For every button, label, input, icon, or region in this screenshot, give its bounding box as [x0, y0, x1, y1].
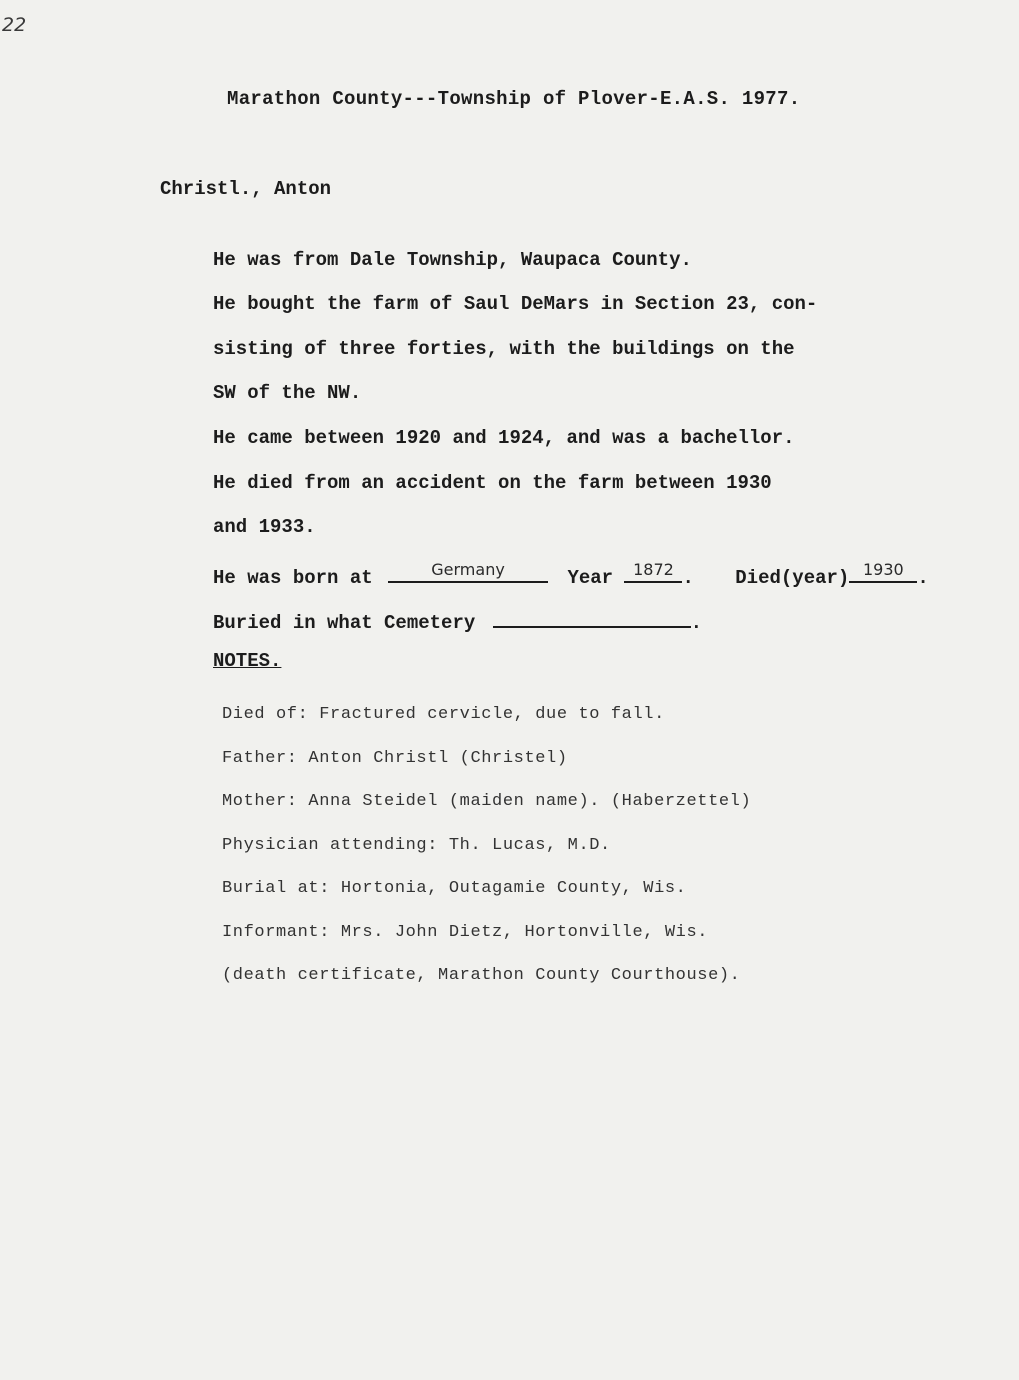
note-line: (death certificate, Marathon County Courthouse). [222, 966, 741, 985]
year-label: Year [567, 567, 614, 589]
born-field [388, 561, 548, 583]
year-field [624, 561, 682, 583]
text-line: and 1933. [213, 516, 316, 538]
buried-field [493, 606, 691, 628]
died-value: 1930 [862, 560, 904, 579]
page-number: 22 [2, 14, 27, 36]
text-line: He came between 1920 and 1924, and was a bachellor. [213, 427, 795, 449]
buried-period: . [690, 612, 703, 634]
text-line: He was from Dale Township, Waupaca County. [213, 249, 692, 271]
note-line: Physician attending: Th. Lucas, M.D. [222, 836, 611, 855]
note-line: Died of: Fractured cervicle, due to fall. [222, 705, 665, 724]
note-line: Mother: Anna Steidel (maiden name). (Haberzettel) [222, 792, 752, 811]
born-row [213, 561, 929, 589]
document-header: Marathon County---Township of Plover-E.A.S. 1977. [227, 88, 801, 110]
notes-heading: NOTES. [213, 650, 282, 672]
died-period: . [917, 567, 929, 589]
text-line: He bought the farm of Saul DeMars in Section 23, con- [213, 293, 818, 315]
year-period: . [682, 567, 694, 589]
buried-label: Buried in what Cemetery [213, 612, 476, 634]
note-line: Burial at: Hortonia, Outagamie County, Wis. [222, 879, 687, 898]
died-label: Died(year) [735, 567, 850, 589]
text-line: SW of the NW. [213, 382, 362, 404]
text-line: sisting of three forties, with the buildings on the [213, 338, 795, 360]
year-value: 1872 [633, 560, 674, 579]
text-line: He died from an accident on the farm between 1930 [213, 472, 772, 494]
note-line: Father: Anton Christl (Christel) [222, 749, 568, 768]
note-line: Informant: Mrs. John Dietz, Hortonville, Wis. [222, 923, 709, 942]
buried-row [213, 606, 702, 634]
person-name: Christl., Anton [160, 178, 332, 200]
died-field [849, 561, 917, 583]
born-label: He was born at [213, 567, 373, 589]
born-value: Germany [431, 560, 505, 579]
